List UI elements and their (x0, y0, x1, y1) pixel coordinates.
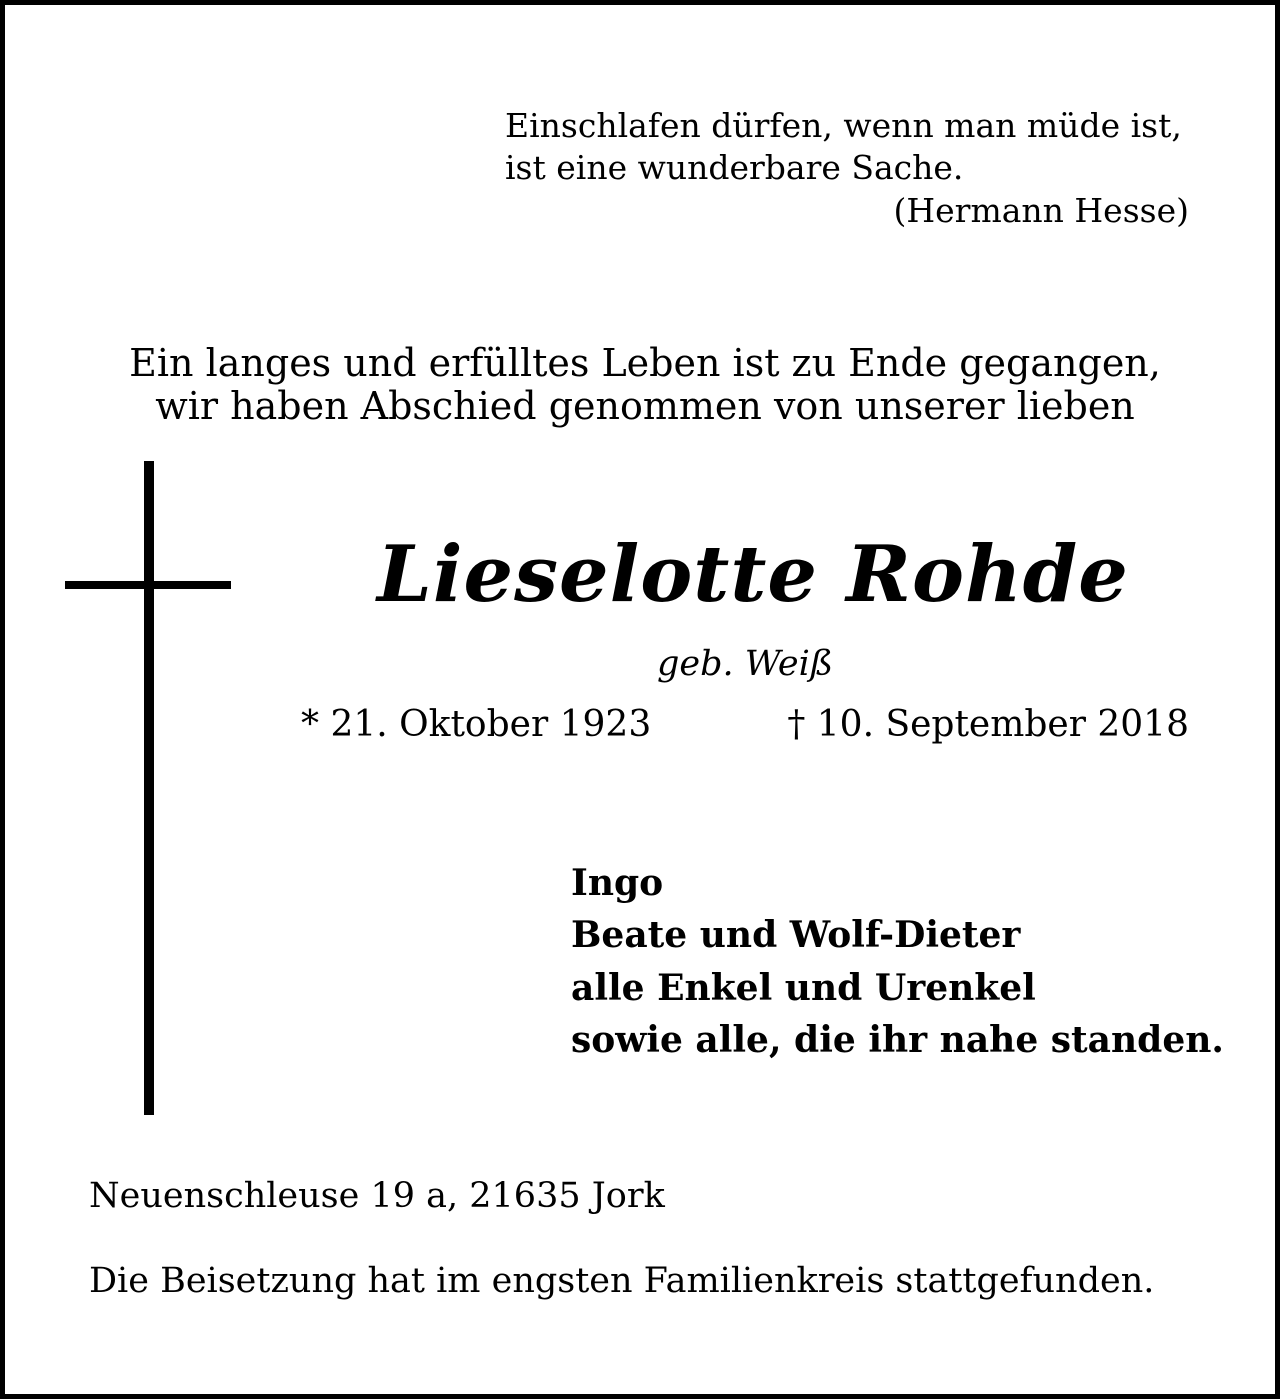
address: Neuenschleuse 19 a, 21635 Jork (89, 1176, 665, 1216)
burial-note: Die Beisetzung hat im engsten Familienkreis stattgefunden. (89, 1261, 1155, 1301)
cross-icon (65, 461, 231, 1115)
intro-line: wir haben Abschied genommen von unserer lieben (155, 384, 1135, 428)
mourner-line: alle Enkel und Urenkel (571, 967, 1036, 1009)
cross-horizontal-bar (65, 581, 231, 589)
quote-line: Einschlafen dürfen, wenn man müde ist, (505, 106, 1182, 145)
birth-date: * 21. Oktober 1923 (301, 704, 652, 745)
cross-vertical-bar (144, 461, 154, 1115)
quote-line: ist eine wunderbare Sache. (505, 148, 964, 187)
intro-line: Ein langes und erfülltes Leben ist zu Ende gegangen, (129, 341, 1161, 385)
maiden-name: geb. Weiß (657, 644, 834, 684)
quote-author: (Hermann Hesse) (893, 191, 1189, 230)
mourner-line: sowie alle, die ihr nahe standen. (571, 1019, 1224, 1061)
death-date: † 10. September 2018 (787, 704, 1189, 745)
mourner-line: Ingo (571, 862, 664, 904)
mourner-line: Beate und Wolf-Dieter (571, 914, 1021, 956)
deceased-name: Lieselotte Rohde (377, 529, 1129, 620)
